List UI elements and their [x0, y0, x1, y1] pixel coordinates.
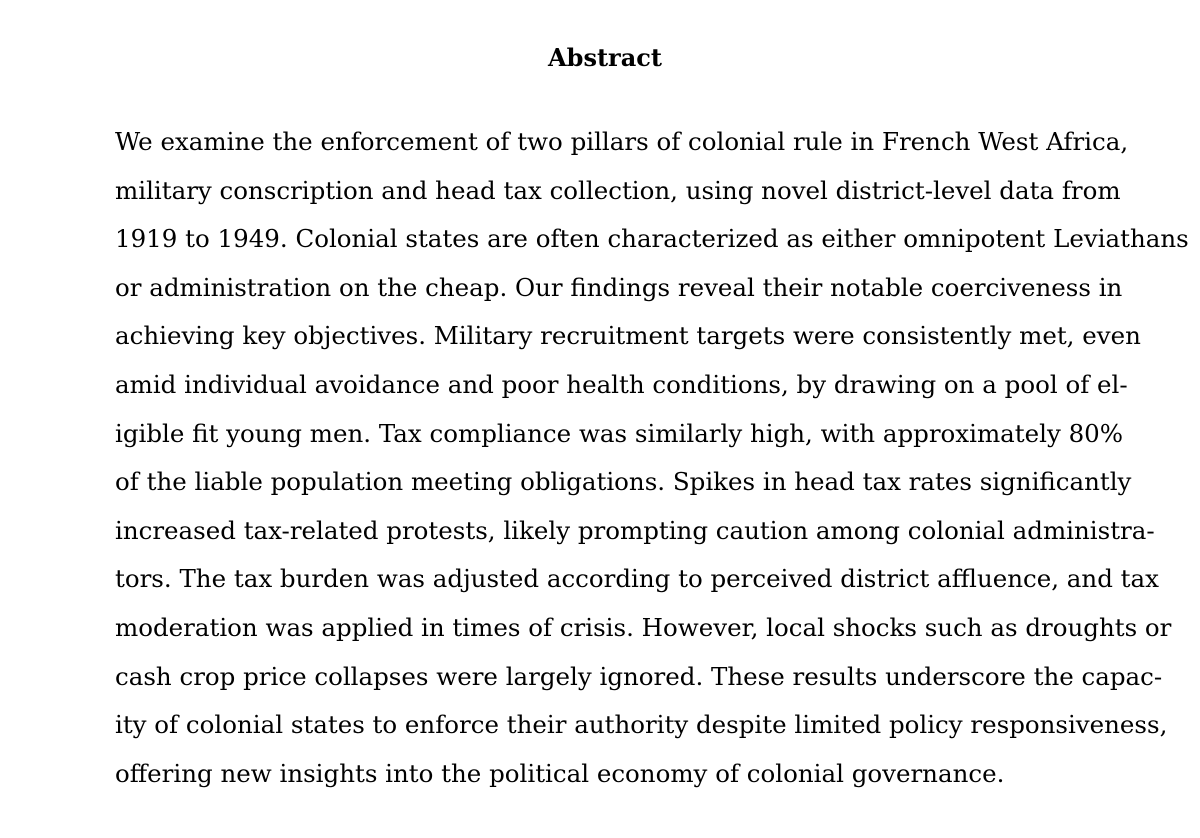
abstract-line: military conscription and head tax collection, using novel district-level data from	[115, 175, 1121, 205]
abstract-line: tors. The tax burden was adjusted according to perceived district affluence, and tax	[115, 564, 1159, 594]
abstract-line: increased tax-related protests, likely prompting caution among colonial administra-	[115, 515, 1155, 545]
abstract-line: moderation was applied in times of crisis. However, local shocks such as droughts or	[115, 612, 1172, 642]
abstract-line-last: offering new insights into the political economy of colonial governance.	[115, 758, 1005, 788]
abstract-line: amid individual avoidance and poor health conditions, by drawing on a pool of el-	[115, 369, 1128, 399]
abstract-line: or administration on the cheap. Our findings reveal their notable coerciveness in	[115, 272, 1123, 302]
abstract-line: 1919 to 1949. Colonial states are often characterized as either omnipotent Leviathans	[115, 224, 1189, 254]
abstract-line: ity of colonial states to enforce their authority despite limited policy responsiveness,	[115, 710, 1168, 740]
abstract-body	[115, 118, 1189, 798]
abstract-line: of the liable population meeting obligations. Spikes in head tax rates significantly	[115, 467, 1132, 497]
abstract-line: We examine the enforcement of two pillars of colonial rule in French West Africa,	[115, 127, 1129, 156]
abstract-line: achieving key objectives. Military recruitment targets were consistently met, even	[115, 321, 1141, 351]
abstract-line: igible fit young men. Tax compliance was similarly high, with approximately 80%	[115, 418, 1124, 448]
abstract-heading: Abstract	[548, 43, 662, 72]
abstract-line: cash crop price collapses were largely ignored. These results underscore the capac-	[115, 661, 1163, 691]
